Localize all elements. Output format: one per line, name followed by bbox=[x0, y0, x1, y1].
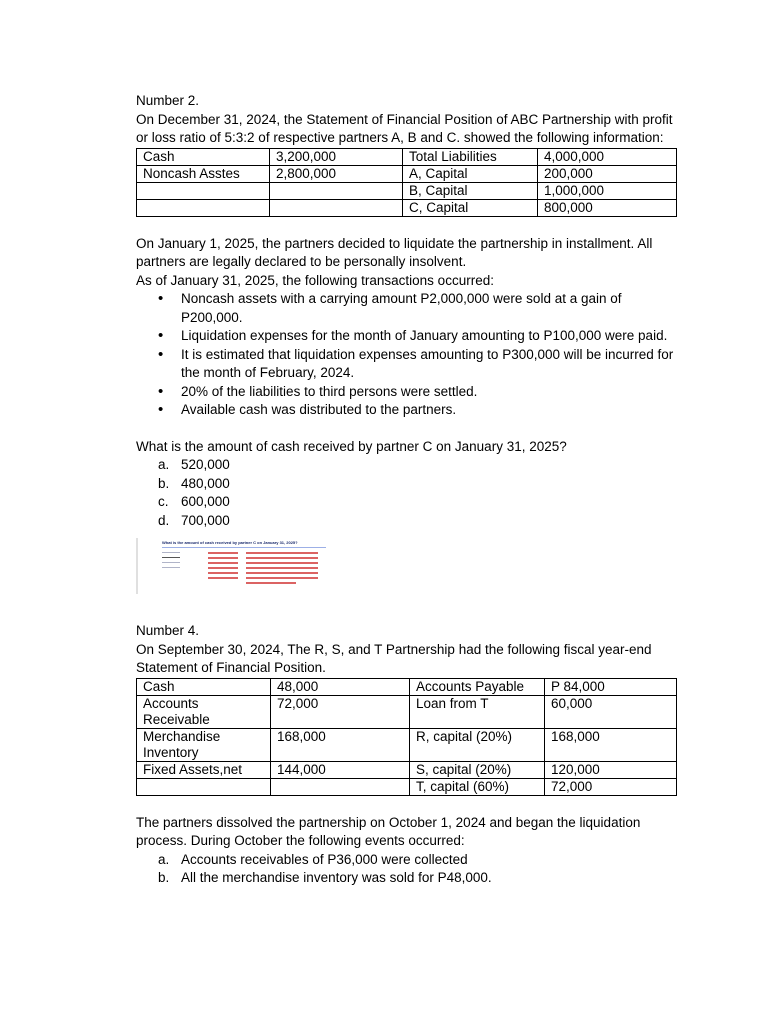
table-cell: Loan from T bbox=[410, 695, 545, 728]
q4-para-dissolution: The partners dissolved the partnership on October 1, 2024 and began the liquidation process. During October the following events occurred: bbox=[136, 814, 641, 848]
list-item: • Liquidation expenses for the month of January amounting to P100,000 were paid. bbox=[136, 327, 681, 346]
table-cell: C, Capital bbox=[403, 199, 538, 216]
table-cell: 4,000,000 bbox=[538, 148, 677, 165]
thumbnail-title: What is the amount of cash received by partner C on January 31, 2025? bbox=[162, 540, 298, 545]
table-cell: 3,200,000 bbox=[270, 148, 403, 165]
list-item: • It is estimated that liquidation expenses amounting to P300,000 will be incurred for the month of February, 2024. bbox=[136, 346, 681, 383]
event-a bbox=[136, 851, 681, 870]
table-cell: 72,000 bbox=[271, 695, 410, 728]
table-cell: Total Liabilities bbox=[403, 148, 538, 165]
table-cell: 1,000,000 bbox=[538, 182, 677, 199]
table-cell bbox=[137, 778, 271, 795]
table-cell: 200,000 bbox=[538, 165, 677, 182]
list-item: • Available cash was distributed to the partners. bbox=[136, 401, 681, 420]
table-cell: 168,000 bbox=[271, 728, 410, 761]
event-marker: a. bbox=[158, 851, 170, 867]
q2-para-liquidation: On January 1, 2025, the partners decided to liquidate the partnership in installment. All partners are legally declared to be personally insolvent. bbox=[136, 235, 653, 269]
table-cell: Accounts Receivable bbox=[137, 695, 271, 728]
solution-thumbnail-image bbox=[136, 538, 338, 594]
event-b bbox=[136, 869, 681, 888]
list-item: • Noncash assets with a carrying amount P2,000,000 were sold at a gain of P200,000. bbox=[136, 290, 681, 327]
table-cell: T, capital (60%) bbox=[410, 778, 545, 795]
table-cell: P 84,000 bbox=[545, 678, 677, 695]
q2-financial-table bbox=[136, 148, 677, 217]
table-cell bbox=[271, 778, 410, 795]
table-cell: 120,000 bbox=[545, 761, 677, 778]
option-a bbox=[136, 456, 681, 475]
table-row bbox=[137, 778, 677, 795]
table-cell: 144,000 bbox=[271, 761, 410, 778]
option-text: 480,000 bbox=[181, 475, 230, 491]
table-cell: Noncash Asstes bbox=[137, 165, 270, 182]
table-cell: Cash bbox=[137, 148, 270, 165]
table-row bbox=[137, 148, 677, 165]
table-cell: R, capital (20%) bbox=[410, 728, 545, 761]
table-row bbox=[137, 761, 677, 778]
table-cell: 168,000 bbox=[545, 728, 677, 761]
table-cell: Accounts Payable bbox=[410, 678, 545, 695]
q4-heading: Number 4. bbox=[136, 623, 200, 638]
table-cell bbox=[137, 182, 270, 199]
table-cell bbox=[137, 199, 270, 216]
table-row bbox=[137, 678, 677, 695]
q2-options bbox=[136, 456, 681, 530]
table-cell: 60,000 bbox=[545, 695, 677, 728]
option-text: 700,000 bbox=[181, 512, 230, 528]
option-text: 520,000 bbox=[181, 457, 230, 472]
option-c bbox=[136, 493, 681, 512]
q4-intro: On September 30, 2024, The R, S, and T Partnership had the following fiscal year-end Statement of Financial Position. bbox=[136, 641, 652, 675]
option-b bbox=[136, 475, 681, 494]
q2-heading: Number 2. bbox=[136, 93, 200, 108]
table-cell: B, Capital bbox=[403, 182, 538, 199]
table-cell: 2,800,000 bbox=[270, 165, 403, 182]
option-marker: c. bbox=[158, 494, 169, 509]
table-cell bbox=[270, 199, 403, 216]
table-row bbox=[137, 182, 677, 199]
event-marker: b. bbox=[158, 870, 170, 885]
table-row bbox=[137, 199, 677, 216]
option-marker: d. bbox=[158, 512, 170, 528]
table-cell: 48,000 bbox=[271, 678, 410, 695]
table-cell: 72,000 bbox=[545, 778, 677, 795]
event-text: Accounts receivables of P36,000 were collected bbox=[181, 851, 468, 867]
table-cell bbox=[270, 182, 403, 199]
q2-question: What is the amount of cash received by partner C on January 31, 2025? bbox=[136, 438, 567, 454]
table-cell: 800,000 bbox=[538, 199, 677, 216]
q4-event-list bbox=[136, 851, 681, 888]
q2-transaction-list bbox=[136, 290, 681, 420]
table-cell: Fixed Assets,net bbox=[137, 761, 271, 778]
document-page bbox=[136, 92, 681, 888]
option-marker: b. bbox=[158, 475, 170, 491]
table-row bbox=[137, 695, 677, 728]
list-item: • 20% of the liabilities to third persons were settled. bbox=[136, 383, 681, 402]
q4-financial-table bbox=[136, 678, 677, 796]
option-d bbox=[136, 512, 681, 531]
q2-para-transactions: As of January 31, 2025, the following transactions occurred: bbox=[136, 272, 494, 288]
q2-intro: On December 31, 2024, the Statement of Financial Position of ABC Partnership with profit or loss ratio of 5:3:2 of respective partners A, B and C. showed the following information: bbox=[136, 111, 673, 145]
option-text: 600,000 bbox=[181, 494, 230, 509]
option-marker: a. bbox=[158, 457, 170, 472]
table-cell: S, capital (20%) bbox=[410, 761, 545, 778]
table-cell: A, Capital bbox=[403, 165, 538, 182]
table-row bbox=[137, 728, 677, 761]
event-text: All the merchandise inventory was sold for P48,000. bbox=[181, 870, 492, 885]
table-cell: Cash bbox=[137, 678, 271, 695]
table-row bbox=[137, 165, 677, 182]
table-cell: Merchandise Inventory bbox=[137, 728, 271, 761]
